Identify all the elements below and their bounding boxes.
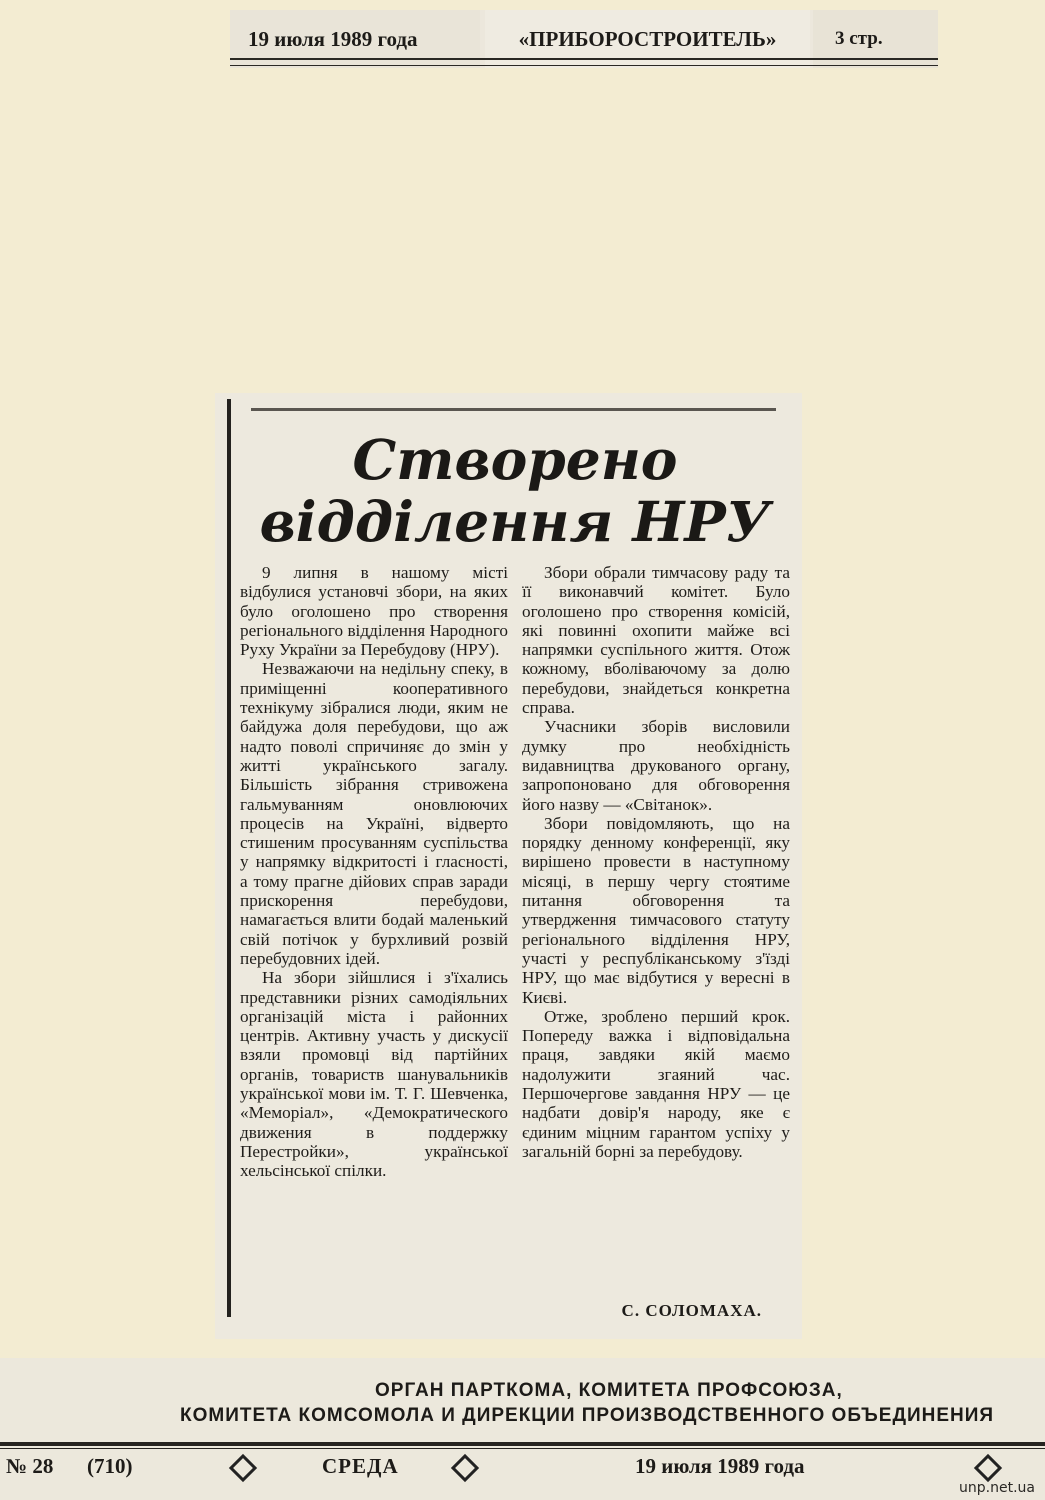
clipping-header [230,10,938,68]
weekday: СРЕДА [322,1454,399,1478]
diamond-ornament-icon [974,1454,1002,1482]
paragraph: Учасники зборів висловили думку про необхідність видавництва друкованого органу, запропоновано для обговорення його назву — «Світанок». [522,717,790,814]
issue-total: (710) [87,1454,133,1478]
article-author: С. СОЛОМАХА. [621,1301,762,1320]
headline-line-1: Створено [352,427,678,492]
diamond-ornament-icon [229,1454,257,1482]
header-date: 19 июля 1989 года [230,10,480,68]
article-column-left [240,563,508,1181]
paragraph: Збори обрали тимчасову раду та її виконавчий комітет. Було оголошено про створення комісій, які повинні охопити майже всі напрямки суспільного життя. Отож кожному, вболіваючому за долю перебудови, знайдеться конкретна справа. [522,563,790,718]
masthead [0,1358,1045,1500]
article-clipping [215,393,802,1339]
article-column-right [522,563,790,1161]
headline-line-2: відділення НРУ [259,489,771,554]
issue-number: № 28 [6,1454,54,1478]
paragraph: Незважаючи на недільну спеку, в приміщенні кооперативного технікуму зібралися люди, яким не байдужа доля перебудови, що аж надто поволі спричиняє до змін у житті українського загалу. Більшість зібрання стривожена гальмуванням оновлюючих процесів на Україні, відверто стишеним просуванням суспільства у напрямку відкритості і гласності, а тому прагне дійових справ заради прискорення перебудови, намагається влити бодай маленький свій потічок у бурхливий розвій перебудовних ідей. [240,659,508,968]
newspaper-name: «ПРИБОРОСТРОИТЕЛЬ» [485,10,810,68]
article-border-line [227,399,231,1317]
header-rule [230,58,938,66]
masthead-line-1: ОРГАН ПАРТКОМА, КОМИТЕТА ПРОФСОЮЗА, [375,1380,843,1401]
article-top-rule [251,408,776,411]
masthead-rule [0,1442,1045,1446]
paragraph: 9 липня в нашому місті відбулися установчі збори, на яких було оголошено про створення регіонального відділення Народного Руху України за Перебудову (НРУ). [240,563,508,660]
masthead-date: 19 июля 1989 года [635,1454,805,1478]
site-watermark: unp.net.ua [959,1480,1035,1496]
article-headline [255,429,775,553]
paragraph: Отже, зроблено перший крок. Попереду важка і відповідальна праця, завдяки якій маємо надолужити згаяний час. Першочергове завдання НРУ — це надбати довір'я народу, яке є єдиним міцним гарантом успіху у загальній борні за перебудову. [522,1006,790,1161]
diamond-ornament-icon [451,1454,479,1482]
page-number: 3 стр. [813,10,938,68]
masthead-rule-thin [0,1448,1045,1449]
paragraph: На збори зійшлися і з'їхались представники різних самодіяльних організацій міста і районних центрів. Активну участь у дискусії взяли промовці від партійних органів, товариств шанувальників української мови ім. Т. Г. Шевченка, «Меморіал», «Демократического движения в поддержку Перестройки», української хельсінської спілки. [240,968,508,1181]
masthead-line-2: КОМИТЕТА КОМСОМОЛА И ДИРЕКЦИИ ПРОИЗВОДСТВЕННОГО ОБЪЕДИНЕНИЯ [180,1405,995,1426]
paragraph: Збори повідомляють, що на порядку денному конференції, яку вирішено провести в наступному місяці, в першу чергу стоятиме питання обговорення та утвердження тимчасового статуту регіонального відділення НРУ, участі у республіканському з'їзді НРУ, що має відбутися у вересні в Києві. [522,813,790,1007]
